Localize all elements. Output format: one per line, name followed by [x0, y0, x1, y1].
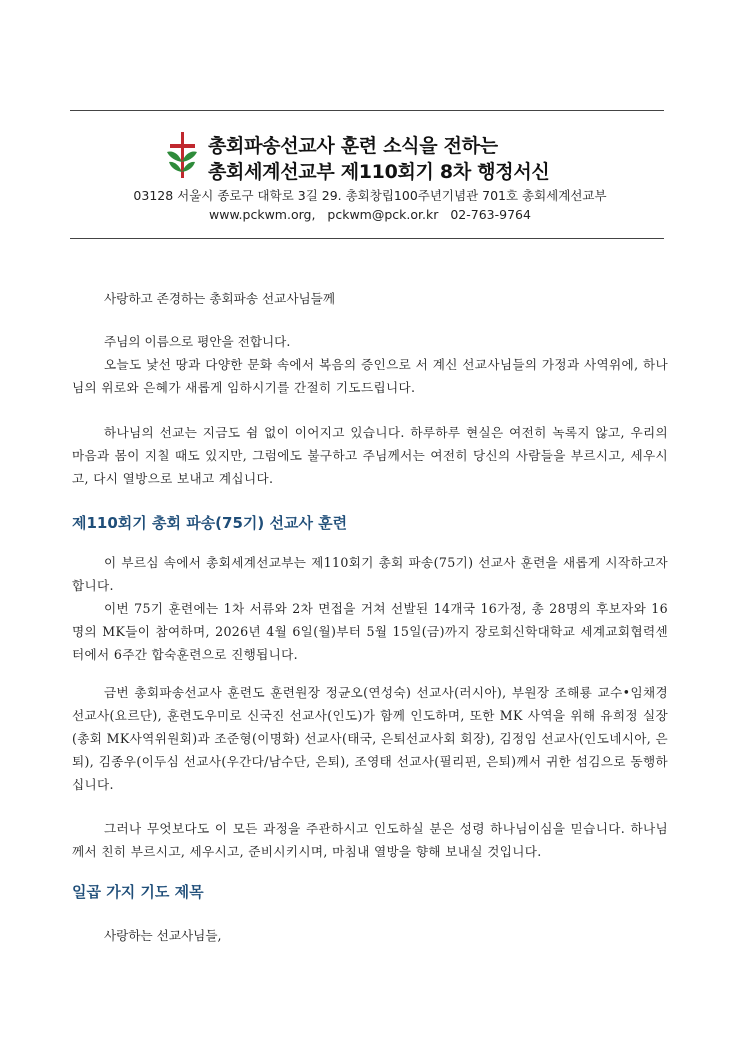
- header-title-line2: 총회세계선교부 제110회기 8차 행정서신: [208, 161, 550, 183]
- website-link[interactable]: www.pckwm.org,: [209, 207, 316, 222]
- header-address: 03128 서울시 종로구 대학로 3길 29. 총회창립100주년기념관 701호 총회세계선교부: [133, 188, 607, 203]
- header-bottom-rule: [70, 238, 664, 239]
- paragraph-4: 이번 75기 훈련에는 1차 서류와 2차 면접을 거쳐 선발된 14개국 16가정, 총 28명의 후보자와 16명의 MK들이 참여하며, 2026년 4월 6일(월)부터 5월 15일(금)까지 장로회신학대학교 세계교회협력센터에서 6주간 합숙훈련으로 진행됩니다.: [72, 601, 668, 662]
- header-contact: [0, 207, 740, 222]
- greeting: 사랑하고 존경하는 총회파송 선교사님들께: [104, 291, 335, 306]
- section-heading-training: 제110회기 총회 파송(75기) 선교사 훈련: [72, 514, 348, 532]
- cross-logo-icon: [165, 130, 199, 180]
- phone-number: 02-763-9764: [450, 207, 531, 222]
- paragraph-2: 하나님의 선교는 지금도 쉼 없이 이어지고 있습니다. 하루하루 현실은 여전히 녹록지 않고, 우리의 마음과 몸이 지칠 때도 있지만, 그럼에도 불구하고 주님께서는 여전히 당신의 사람들을 부르시고, 세우시고, 다시 열방으로 보내고 계십니다.: [72, 425, 668, 486]
- section-heading-prayer: 일곱 가지 기도 제목: [72, 883, 204, 901]
- closing-salutation: 사랑하는 선교사님들,: [104, 928, 222, 943]
- paragraph-1-line1: 주님의 이름으로 평안을 전합니다.: [104, 334, 291, 349]
- email-link[interactable]: pckwm@pck.or.kr: [327, 207, 439, 222]
- header-top-rule: [70, 110, 664, 111]
- paragraph-3: 이 부르심 속에서 총회세계선교부는 제110회기 총회 파송(75기) 선교사 훈련을 새롭게 시작하고자 합니다.: [72, 555, 668, 593]
- paragraph-5: 금번 총회파송선교사 훈련도 훈련원장 정균오(연성숙) 선교사(러시아), 부원장 조해룡 교수•임채경 선교사(요르단), 훈련도우미로 신국진 선교사(인도)가 함께 인도하며, 또한 MK 사역을 위해 유희정 실장(총회 MK사역위원회)과 조준형(이명화) 선교사(태국, 은퇴선교사회 회장), 김정임 선교사(인도네시아, 은퇴), 김종우(이두심 선교사(우간다/남수단, 은퇴), 조영태 선교사(필리핀, 은퇴)께서 귀한 섬김으로 동행하십니다.: [72, 685, 668, 792]
- paragraph-1-line2: 오늘도 낯선 땅과 다양한 문화 속에서 복음의 증인으로 서 계신 선교사님들의 가정과 사역위에, 하나님의 위로와 은혜가 새롭게 임하시기를 간절히 기도드립니다.: [72, 357, 668, 395]
- paragraph-6: 그러나 무엇보다도 이 모든 과정을 주관하시고 인도하실 분은 성령 하나님이심을 믿습니다. 하나님께서 친히 부르시고, 세우시고, 준비시키시며, 마침내 열방을 향해 보내실 것입니다.: [72, 821, 668, 859]
- header-title-line1: 총회파송선교사 훈련 소식을 전하는: [208, 135, 498, 157]
